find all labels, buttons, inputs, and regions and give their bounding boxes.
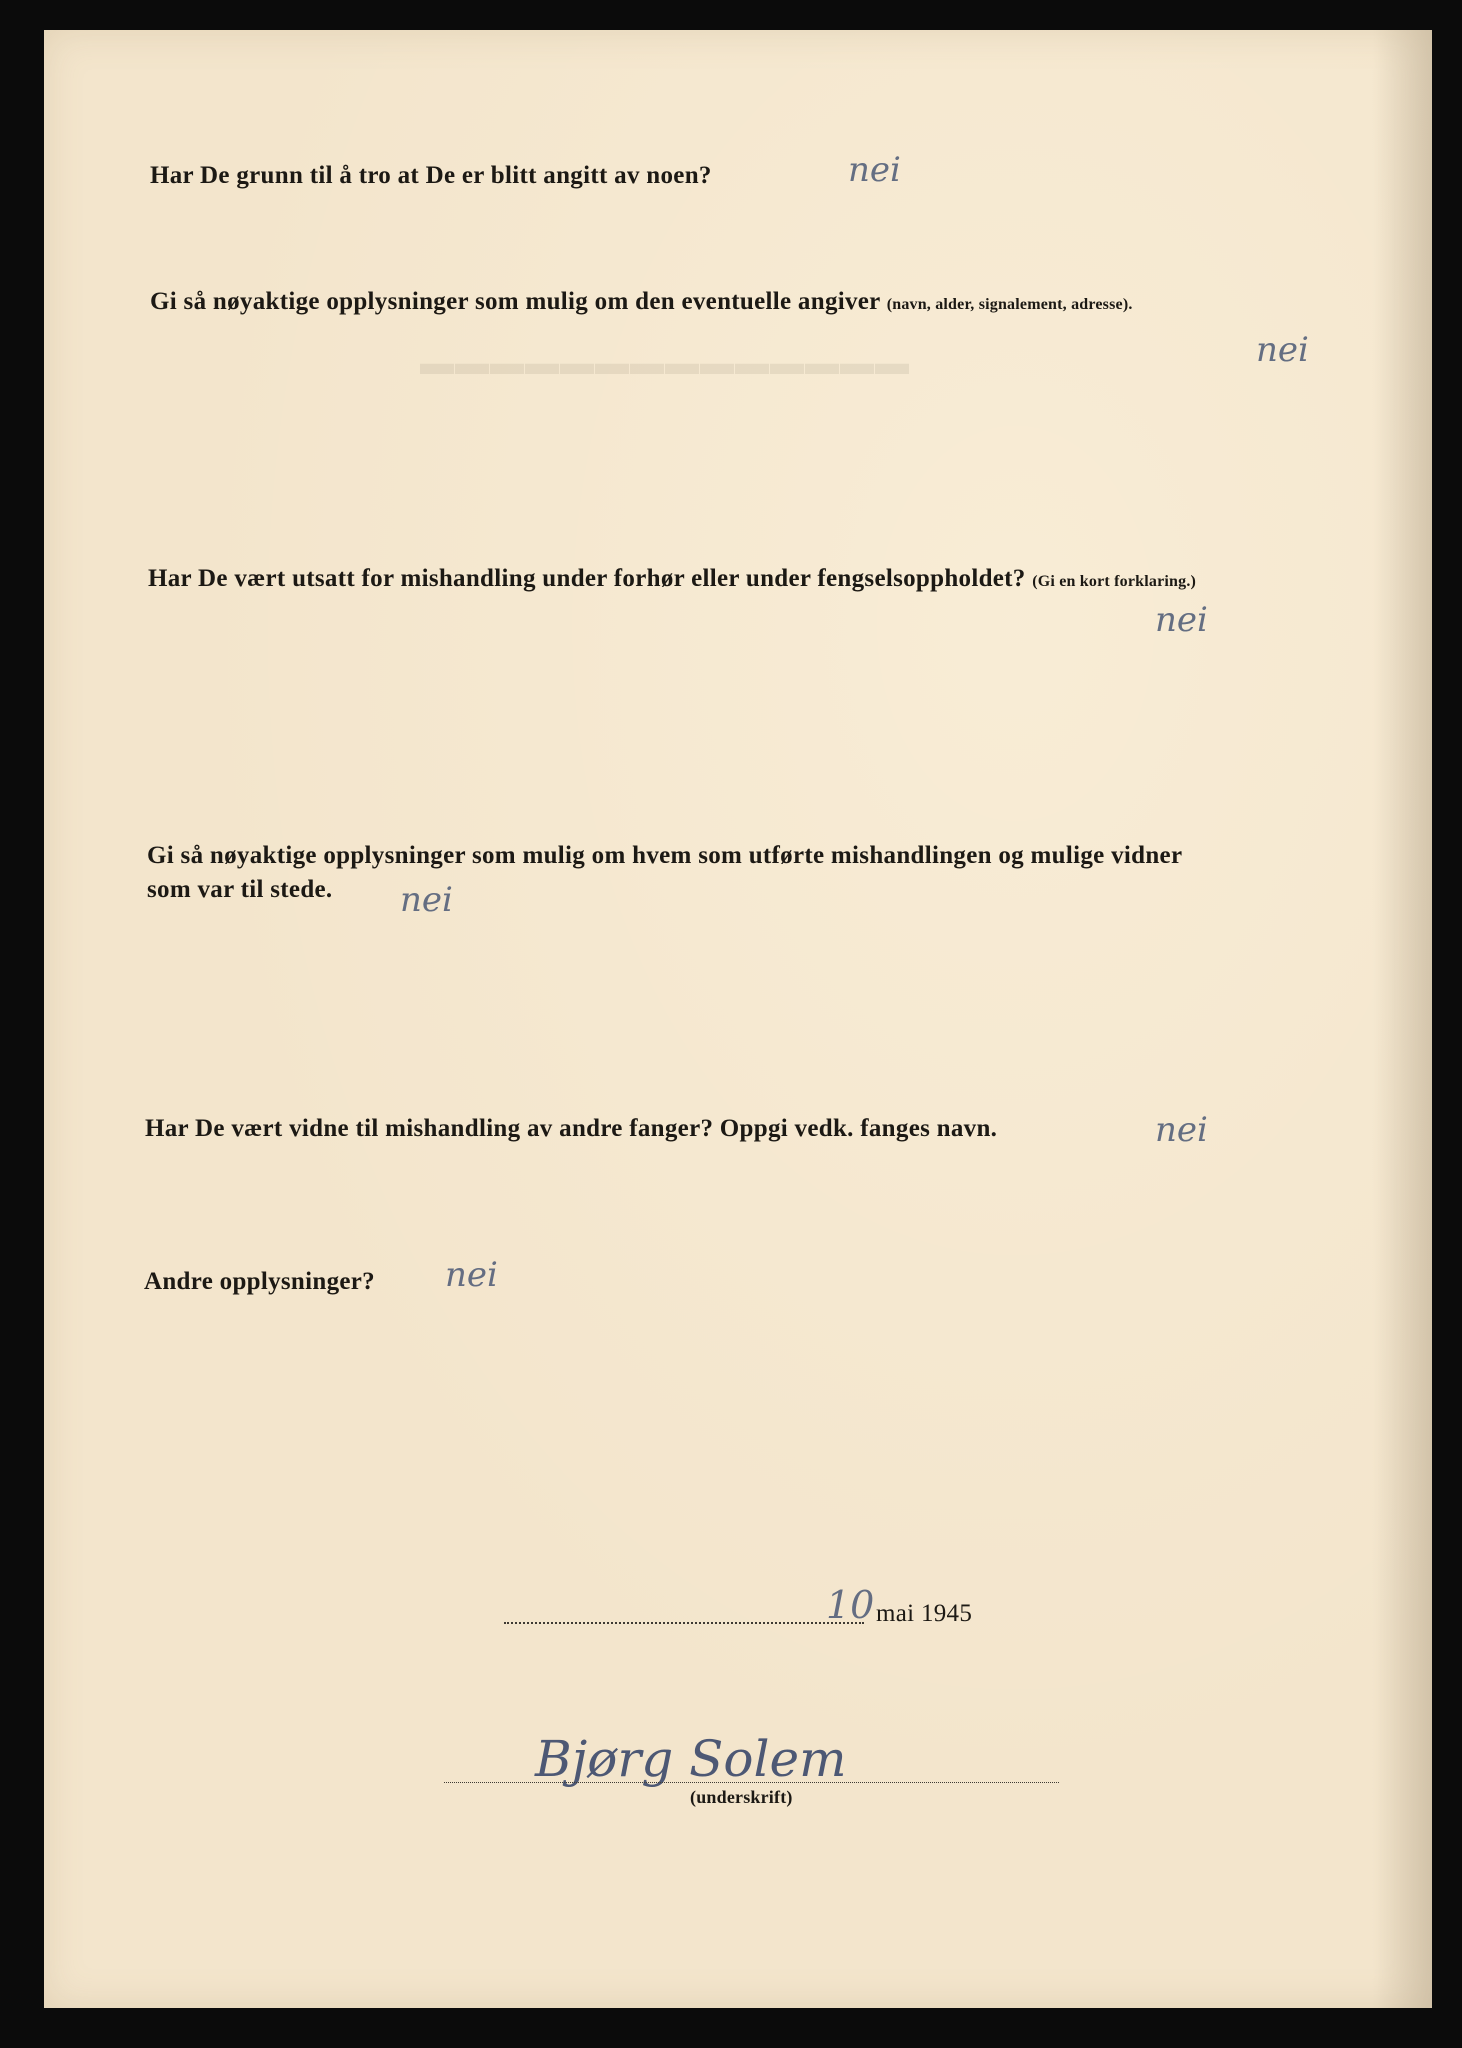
- answer-3: nei: [1155, 600, 1208, 640]
- answer-4: nei: [400, 880, 453, 920]
- signature-caption: (underskrift): [690, 1787, 793, 1807]
- question-3: [148, 565, 1196, 593]
- question-6: Andre opplysninger?: [144, 1268, 375, 1295]
- signature: Bjørg Solem: [535, 1730, 847, 1788]
- question-5: Har De vært vidne til mishandling av andre fanger? Oppgi vedk. fanges navn.: [145, 1115, 998, 1142]
- answer-5: nei: [1155, 1110, 1208, 1150]
- bleed-through-text: ▬▬▬▬▬▬▬▬▬▬▬▬▬▬: [420, 345, 910, 382]
- answer-1: nei: [848, 150, 901, 190]
- question-2-note: (navn, alder, signalement, adresse).: [886, 296, 1133, 313]
- date-day: 10: [826, 1583, 875, 1627]
- date-dotted-line: [504, 1622, 864, 1624]
- signature-dotted-line: [444, 1782, 1059, 1783]
- question-3-note: (Gi en kort forklaring.): [1032, 573, 1197, 590]
- answer-2: nei: [1256, 330, 1309, 370]
- question-2-text: Gi så nøyaktige opplysninger som mulig om den eventuelle angiver: [150, 288, 881, 315]
- question-3-text: Har De vært utsatt for mishandling under forhør eller under fengselsoppholdet?: [148, 565, 1026, 592]
- question-4-line-2: som var til stede.: [147, 876, 333, 903]
- question-4-line-1: Gi så nøyaktige opplysninger som mulig om hvem som utførte mishandlingen og mulige vidner: [147, 842, 1183, 869]
- answer-6: nei: [445, 1255, 498, 1295]
- page-edge: [1372, 30, 1432, 2008]
- document-page: [44, 30, 1432, 2008]
- question-2: [150, 288, 1133, 316]
- date-month-year: mai 1945: [876, 1600, 973, 1627]
- question-1: Har De grunn til å tro at De er blitt angitt av noen?: [150, 162, 712, 189]
